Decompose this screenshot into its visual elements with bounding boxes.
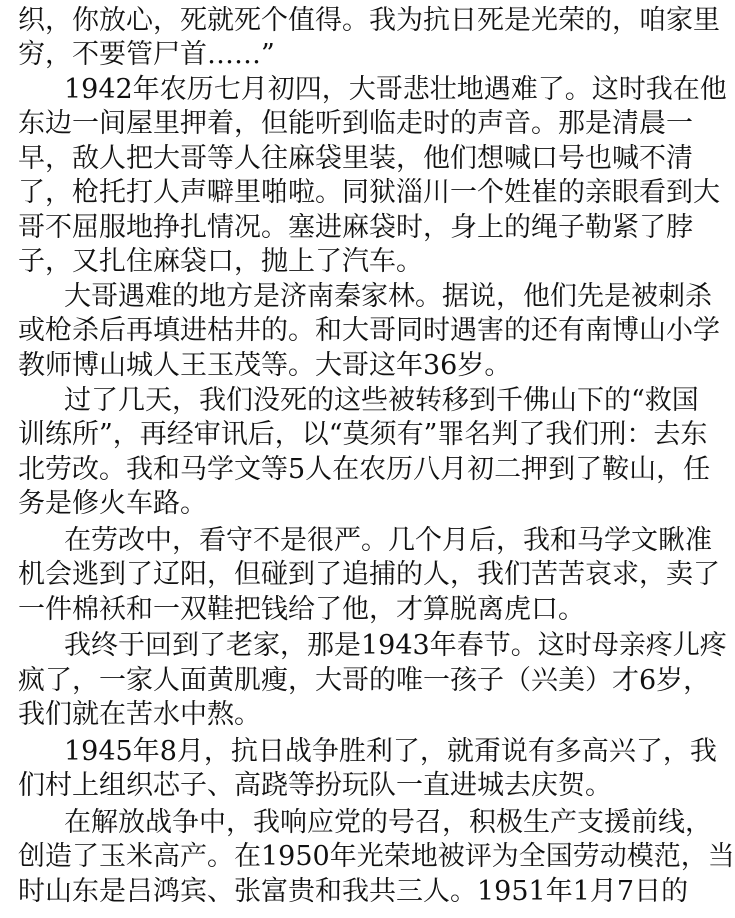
text-line: 1942年农历七月初四，大哥悲壮地遇难了。这时我在他 <box>64 74 727 105</box>
text-line: 哥不屈服地挣扎情况。塞进麻袋时，身上的绳子勒紧了脖 <box>18 212 693 243</box>
text-line: 一件棉袄和一双鞋把钱给了他，才算脱离虎口。 <box>18 594 585 625</box>
text-line: 疯了，一家人面黄肌瘦，大哥的唯一孩子（兴美）才6岁， <box>18 665 711 696</box>
text-line: 在解放战争中，我响应党的号召，积极生产支援前线， <box>64 807 712 838</box>
text-line: 机会逃到了辽阳，但碰到了追捕的人，我们苦苦哀求，卖了 <box>18 559 720 590</box>
text-line: 我终于回到了老家，那是1943年春节。这时母亲疼儿疼 <box>64 630 727 661</box>
text-line: 训练所”，再经审讯后，以“莫须有”罪名判了我们刑：去东 <box>18 419 708 450</box>
text-line: 务是修火车路。 <box>18 488 207 519</box>
text-line: 我们就在苦水中熬。 <box>18 699 261 730</box>
text-line: 子，又扎住麻袋口，抛上了汽车。 <box>18 246 423 277</box>
text-line: 教师博山城人王玉茂等。大哥这年36岁。 <box>18 350 512 381</box>
text-line: 早，敌人把大哥等人往麻袋里装，他们想喊口号也喊不清 <box>18 143 693 174</box>
text-line: 1945年8月，抗日战争胜利了，就甭说有多高兴了，我 <box>64 736 717 767</box>
text-line: 东边一间屋里押着，但能听到临走时的声音。那是清晨一 <box>18 108 693 139</box>
text-line: 穷，不要管尸首……” <box>18 39 275 70</box>
text-line: 织，你放心，死就死个值得。我为抗日死是光荣的，咱家里 <box>18 5 720 36</box>
text-line: 们村上组织芯子、高跷等扮玩队一直进城去庆贺。 <box>18 770 612 801</box>
text-line: 北劳改。我和马学文等5人在农历八月初二押到了鞍山，任 <box>18 454 711 485</box>
text-line: 大哥遇难的地方是济南秦家林。据说，他们先是被刺杀 <box>64 281 712 312</box>
text-line: 或枪杀后再填进枯井的。和大哥同时遇害的还有南博山小学 <box>18 315 720 346</box>
text-line: 了，枪托打人声噼里啪啦。同狱淄川一个姓崔的亲眼看到大 <box>18 177 720 208</box>
text-line: 过了几天，我们没死的这些被转移到千佛山下的“救国 <box>64 385 699 416</box>
text-line: 创造了玉米高产。在1950年光荣地被评为全国劳动模范，当 <box>18 841 735 872</box>
text-line: 在劳改中，看守不是很严。几个月后，我和马学文瞅准 <box>64 525 712 556</box>
text-line: 时山东是吕鸿宾、张富贵和我共三人。1951年1月7日的 <box>18 876 689 907</box>
